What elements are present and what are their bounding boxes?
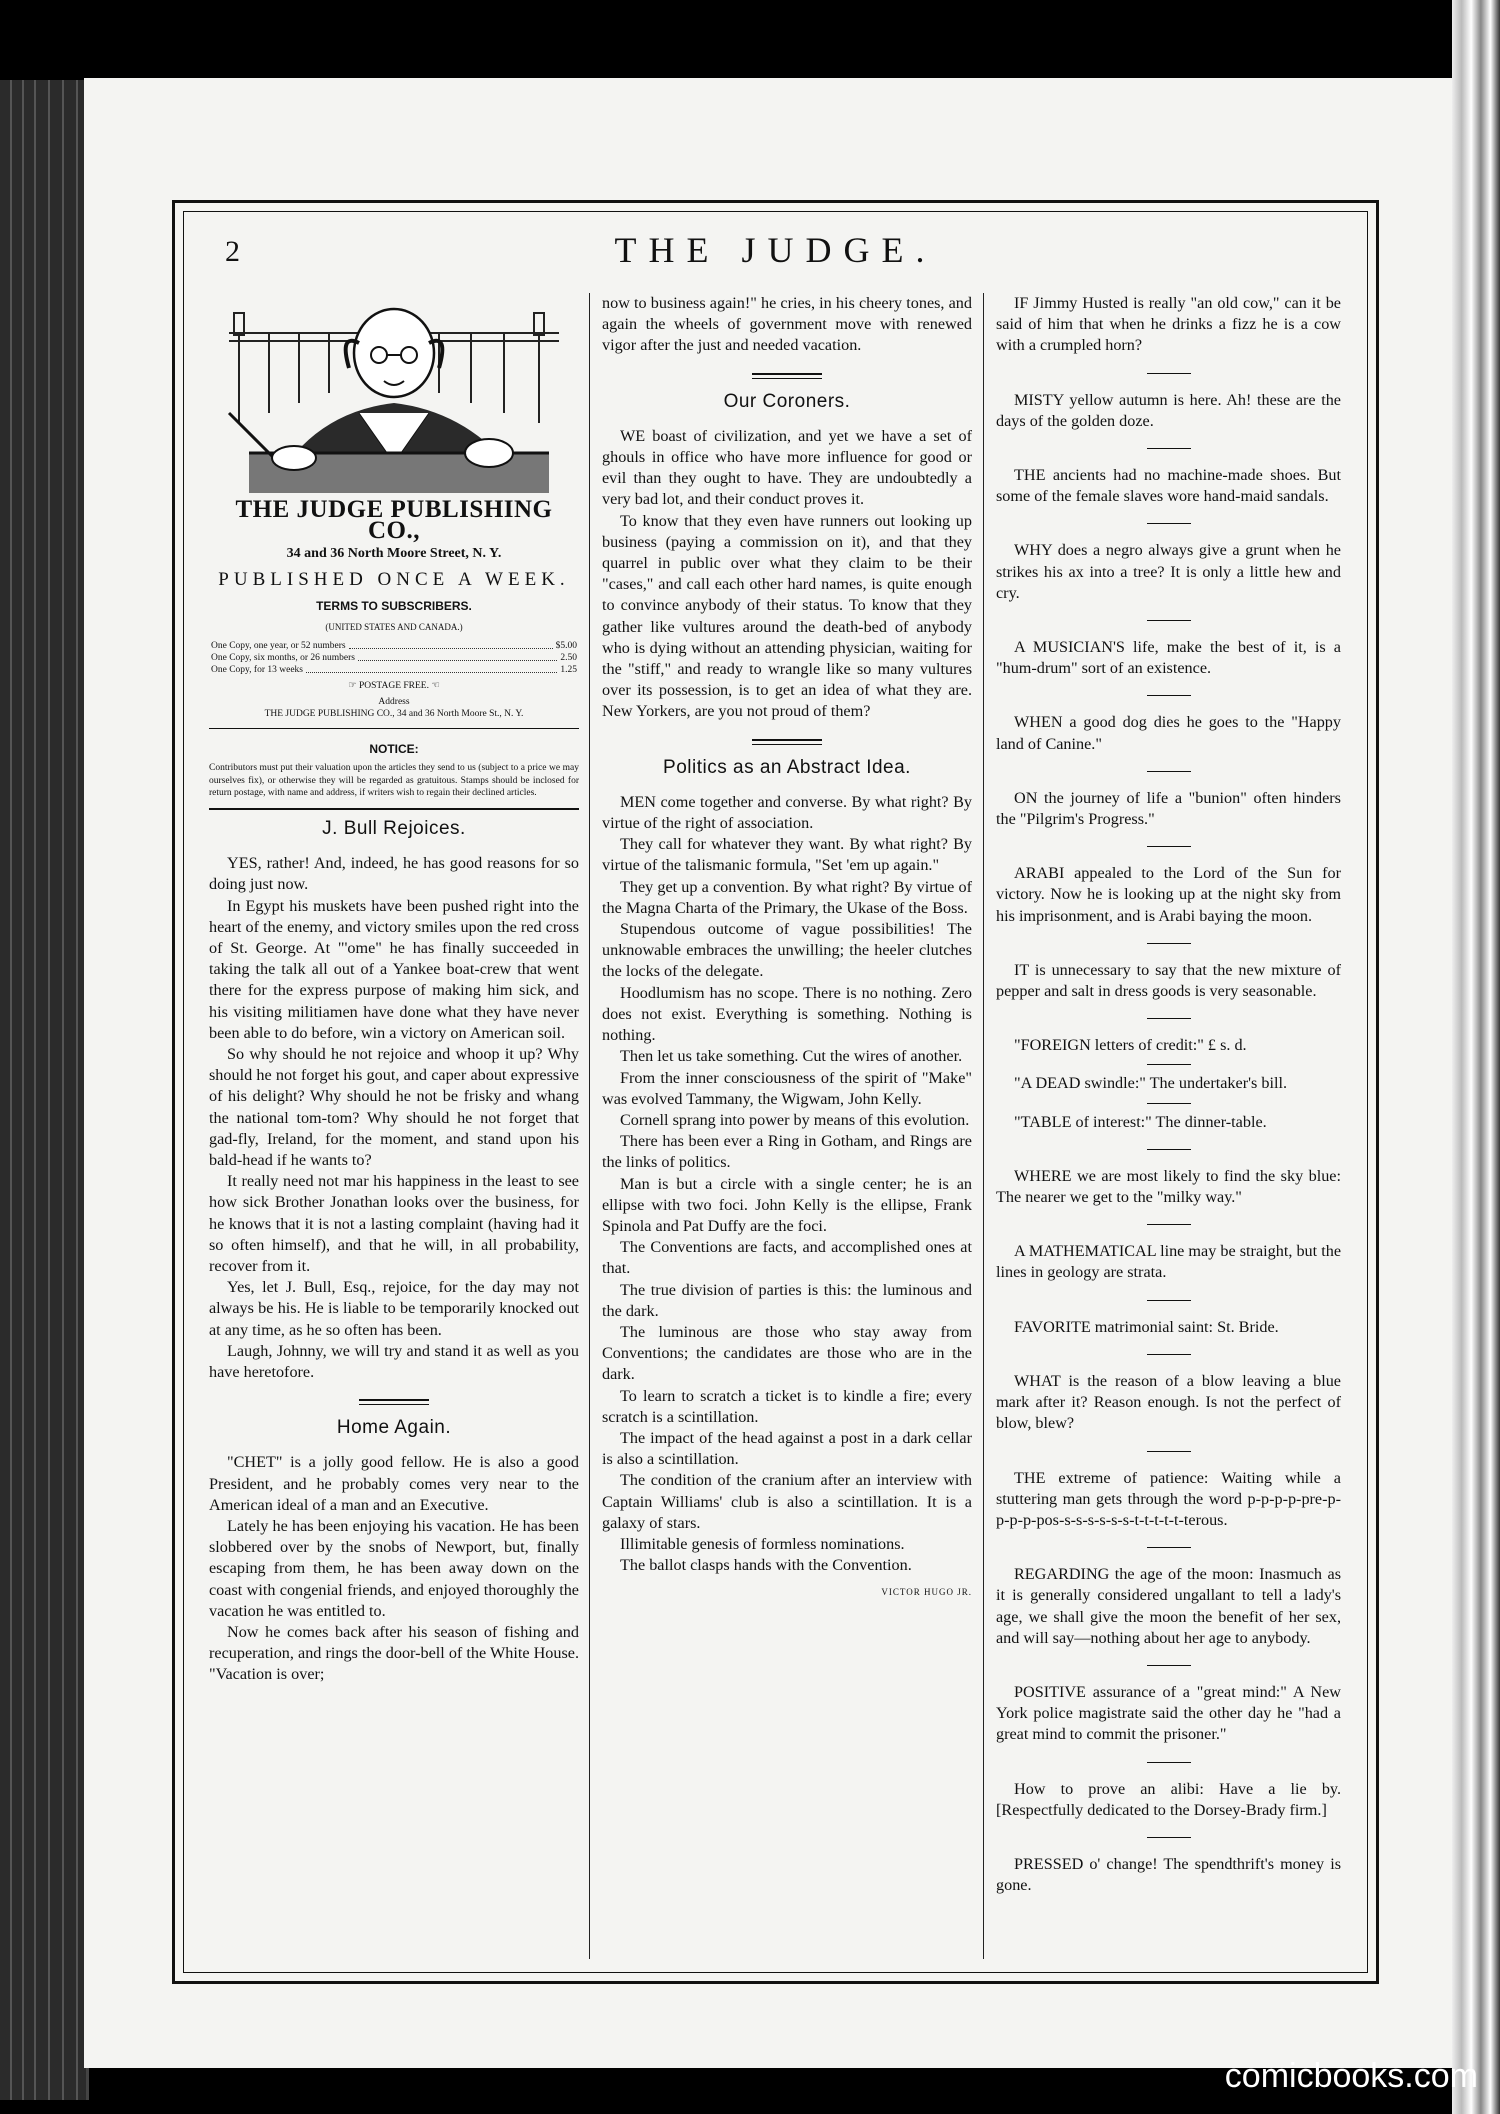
squib: THE ancients had no machine-made shoes. But some of the female slaves wore hand-maid sandals. [996, 466, 1341, 506]
squib: WHEN a good dog dies he goes to the "Happy land of Canine." [996, 713, 1341, 753]
section-divider [359, 1399, 429, 1405]
squib: "A DEAD swindle:" The undertaker's bill. [1014, 1074, 1287, 1093]
squib: How to prove an alibi: Have a lie by. [Respectfully dedicated to the Dorsey-Brady firm.] [996, 1779, 1341, 1819]
squib: WHAT is the reason of a blow leaving a blue mark after it? Reason enough. Is not the perfect of blow, blew? [996, 1371, 1341, 1433]
paragraph: The Conventions are facts, and accomplished ones at that. [602, 1238, 972, 1278]
notice-title: NOTICE: [369, 742, 419, 757]
paragraph: MEN come together and converse. By what right? By virtue of the right of association. [602, 792, 972, 833]
squib: THE extreme of patience: Waiting while a stuttering man gets through the word p-p-p-p-pre-p-p-p-p-pos-s-s-s-s-s-s-t-t-t-t-t-terous. [996, 1468, 1341, 1529]
rate-row: One Copy, six months, or 26 numbers 2.50 [211, 653, 577, 664]
squib: ON the journey of life a "bunion" often hinders the "Pilgrim's Progress." [996, 788, 1341, 829]
publisher-address: 34 and 36 North Moore Street, N. Y. [286, 546, 502, 562]
squib: ARABI appealed to the Lord of the Sun for victory. Now he is looking up at the night sky from his imprisonment, and is Arabi baying the moon. [996, 864, 1341, 925]
column-rule-1 [589, 293, 590, 1959]
section-divider [752, 373, 822, 379]
squib: MISTY yellow autumn is here. Ah! these are the days of the golden doze. [996, 390, 1341, 430]
paragraph: Now he comes back after his season of fishing and recuperation, and rings the door-bell of the White House. "Vacation is over; [209, 1623, 579, 1684]
page-edges [1452, 0, 1500, 2114]
paragraph: They get up a convention. By what right? By virtue of the Magna Charta of the Primary, the Ukase of the Boss. [602, 877, 972, 917]
paragraph: The true division of parties is this: the luminous and the dark. [602, 1280, 972, 1320]
paragraph: Hoodlumism has no scope. There is no nothing. Zero does not exist. Everything is something. Nothing is nothing. [602, 983, 972, 1045]
article-title-home: Home Again. [336, 1417, 452, 1439]
book-spine [0, 80, 89, 2100]
paragraph: In Egypt his muskets have been pushed right into the heart of the enemy, and victory smiles upon the red cross of St. George. At "'ome" he has finally succeeded in taking the talk all out of a Yankee boat-crew that went there for the express purpose of making him sick, and his visiting militiamen have done what they have never been able to do before, win a victory on American soil. [209, 896, 579, 1042]
rate-row: One Copy, one year, or 52 numbers $5.00 [211, 641, 577, 652]
address-label: Address [378, 697, 410, 708]
squib: "FOREIGN letters of credit:" £ s. d. [1014, 1036, 1247, 1055]
column-rule-2 [983, 293, 984, 1959]
article-title-coroners: Our Coroners. [723, 390, 851, 412]
paragraph: So why should he not rejoice and whoop it up? Why should he not forget his gout, and caper about expressive of his delight? Why should he not be frisky and whang the national tom-tom? Why should he not forget that gad-fly, Ireland, for the moment, and stand upon his bald-head if he wants to? [209, 1044, 579, 1169]
paragraph: The ballot clasps hands with the Convention. [620, 1556, 912, 1575]
paragraph: now to business again!" he cries, in his cheery tones, and again the wheels of government move with renewed vigor after the just and needed vacation. [602, 294, 972, 355]
page-frame [172, 200, 1379, 1984]
column-2 [602, 293, 972, 1604]
page-number: 2 [225, 235, 240, 268]
squib: FAVORITE matrimonial saint: St. Bride. [1014, 1317, 1279, 1336]
paragraph: There has been ever a Ring in Gotham, and Rings are the links of politics. [602, 1132, 972, 1172]
paragraph: The condition of the cranium after an interview with Captain Williams' club is also a scintillation. It is a galaxy of stars. [602, 1471, 972, 1532]
paragraph: To learn to scratch a ticket is to kindle a fire; every scratch is a scintillation. [602, 1386, 972, 1426]
paragraph: Laugh, Johnny, we will try and stand it as well as you have heretofore. [209, 1341, 579, 1381]
article-title-bull: J. Bull Rejoices. [322, 817, 466, 839]
squib: A MUSICIAN'S life, make the best of it, is a "hum-drum" sort of an existence. [996, 638, 1341, 678]
squib: WHY does a negro always give a grunt when he strikes his ax into a tree? It is only a little hew and cry. [996, 541, 1341, 602]
article-title-politics: Politics as an Abstract Idea. [663, 756, 911, 778]
terms-subtitle: (UNITED STATES AND CANADA.) [325, 622, 463, 633]
squib: REGARDING the age of the moon: Inasmuch as it is generally considered ungallant to tell a lady's age, we shall give the moon the benefit of her sex, and will say—nothing about her age to anybody. [996, 1565, 1341, 1647]
section-divider [752, 739, 822, 745]
postage-free: ☞ POSTAGE FREE. ☜ [348, 681, 440, 692]
paragraph: From the inner consciousness of the spirit of "Make" was evolved Tammany, the Wigwam, John Kelly. [602, 1068, 972, 1108]
squib: WHERE we are most likely to find the sky blue: The nearer we get to the "milky way." [996, 1166, 1341, 1207]
squib: PRESSED o' change! The spendthrift's money is gone. [996, 1854, 1341, 1895]
paragraph: Cornell sprang into power by means of this evolution. [620, 1110, 970, 1129]
column-3 [996, 293, 1341, 1896]
rate-row: One Copy, for 13 weeks 1.25 [211, 665, 577, 676]
judge-illustration [209, 293, 579, 493]
squib: IF Jimmy Husted is really "an old cow," can it be said of him that when he drinks a fizz he is a cow with a crumpled horn? [996, 294, 1341, 355]
paragraph: Then let us take something. Cut the wires of another. [620, 1047, 963, 1066]
paragraph: WE boast of civilization, and yet we have a set of ghouls in office who have more influence for good or evil than they ought to have. They are undoubtedly a very bad lot, and their conduct proves it. [602, 426, 972, 509]
paragraph: The luminous are those who stay away from Conventions; the candidates are those who are in the dark. [602, 1322, 972, 1384]
paragraph: They call for whatever they want. By what right? By virtue of the talismanic formula, "Set 'em up again." [602, 835, 972, 875]
terms-title: TERMS TO SUBSCRIBERS. [316, 598, 472, 613]
column-1 [209, 293, 579, 1686]
paragraph: Stupendous outcome of vague possibilities! The unknowable embraces the unwilling; the heeler clutches the locks of the delegate. [602, 920, 972, 981]
paragraph: Lately he has been enjoying his vacation. He has been slobbered over by the snobs of Newport, but, finally escaping from them, he has been away down on the coast with congenial friends, and enjoyed thoroughly the vacation he was entitled to. [209, 1517, 579, 1620]
address-line: THE JUDGE PUBLISHING CO., 34 and 36 North Moore St., N. Y. [264, 709, 524, 720]
squib: A MATHEMATICAL line may be straight, but the lines in geology are strata. [996, 1242, 1341, 1282]
paragraph: To know that they even have runners out looking up business (paying a commission on it), and that they quarrel in public over what they claim to be their "cases," and call each other hard names, is quite enough to convince anybody of their status. To know that they gather like vultures around the death-bed of anybody who is dying without an attending physician, waiting for the "stiff," and ready to wrangle like so many vultures over its possession, is to get an idea of what they are. New Yorkers, are you not proud of them? [602, 511, 972, 721]
notice-text: Contributors must put their valuation upon the articles they send to us (subject to a price we may ourselves fix), or otherwise they will be regarded as gratuitous. Stamps should be inclosed for return postage, with name and address, if writers wish to regain their declined articles. [209, 763, 579, 799]
watermark: comicbooks.com [1224, 2057, 1478, 2095]
publisher-name: THE JUDGE PUBLISHING CO., [235, 496, 553, 545]
masthead-title: THE JUDGE. [614, 230, 937, 270]
paragraph: Yes, let J. Bull, Esq., rejoice, for the day may not always be his. He is liable to be temporarily knocked out at any time, as he so often has been. [209, 1278, 579, 1339]
squib: "TABLE of interest:" The dinner-table. [1014, 1112, 1267, 1131]
paragraph: YES, rather! And, indeed, he has good reasons for so doing just now. [209, 854, 579, 894]
squib: POSITIVE assurance of a "great mind:" A New York police magistrate said the other day he "had a great mind to commit the prisoner." [996, 1682, 1341, 1744]
paragraph: Man is but a circle with a single center; he is an ellipse with two foci. John Kelly is the ellipse, Frank Spinola and Pat Duffy are the foci. [602, 1174, 972, 1235]
publication-frequency: PUBLISHED ONCE A WEEK. [218, 568, 570, 590]
paragraph: Illimitable genesis of formless nominations. [620, 1534, 905, 1553]
paragraph: "CHET" is a jolly good fellow. He is also a good President, and he probably comes very near to the American ideal of a man and an Executive. [209, 1453, 579, 1514]
paragraph: It really need not mar his happiness in the least to see how sick Brother Jonathan looks over the business, for he knows that it is not a lasting complaint (having had it so often himself), and that he will, in all probability, recover from it. [209, 1172, 579, 1275]
squib: IT is unnecessary to say that the new mixture of pepper and salt in dress goods is very seasonable. [996, 960, 1341, 1001]
signature: VICTOR HUGO JR. [881, 1587, 972, 1598]
paragraph: The impact of the head against a post in a dark cellar is also a scintillation. [602, 1428, 972, 1469]
